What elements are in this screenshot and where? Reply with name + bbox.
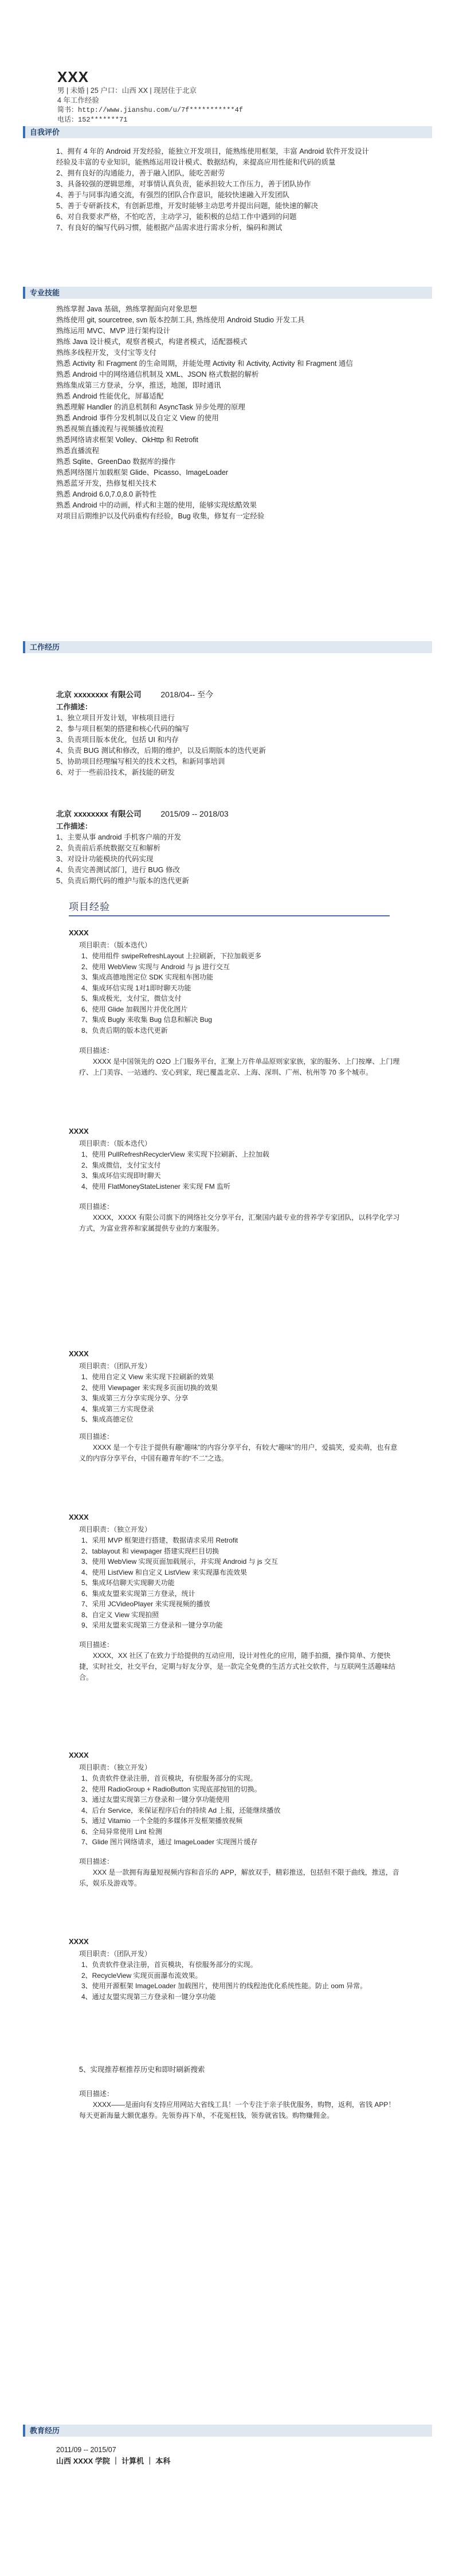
project-duty: 9、采用友盟来实现第三方登录和一键分享功能 bbox=[81, 1621, 223, 1629]
work-bar bbox=[23, 641, 432, 653]
project-duty: 8、自定义 View 实现拍照 bbox=[81, 1610, 159, 1619]
skill-line: 熟悉直播流程 bbox=[56, 447, 100, 455]
skill-line: 熟悉网络图片加载框架 Glide、Picasso、ImageLoader bbox=[56, 469, 229, 477]
blog-link[interactable]: 简书：http://www.jianshu.com/u/7f***********4f bbox=[57, 106, 244, 114]
edu-school: 山西 XXXX 学院 ｜ 计算机 ｜ 本科 bbox=[56, 2457, 171, 2465]
skill-line: 熟练掌握 Java 基础，熟练掌握面向对象思想 bbox=[56, 305, 197, 313]
self-eval-heading: 自我评价 bbox=[30, 128, 60, 136]
skill-line: 熟悉 Activity 和 Fragment 的生命周期，并能处理 Activity 和 Activity, Activity 和 Fragment 通信 bbox=[56, 360, 353, 368]
work-company bbox=[56, 807, 406, 821]
edu-bar bbox=[23, 2425, 432, 2437]
skills-bar bbox=[23, 287, 432, 299]
work-desc-label: 工作描述： bbox=[56, 703, 92, 711]
skill-line: 熟练使用 git, sourcetree, svn 版本控制工具, 熟练使用 Android Studio 开发工具 bbox=[56, 316, 305, 324]
project-desc: XXXX 是一个专注于提供有趣“趣味”的内容分享平台，有较大“趣味”的用户，爱搞笑，爱卖萌，也有意义的内容分享平台，中国有趣青年的“不二”之选。 bbox=[79, 1443, 398, 1462]
project-desc-label: 项目描述： bbox=[79, 1047, 114, 1055]
project-duty: 2、RecycleView 实现页面瀑布流效果。 bbox=[81, 1971, 202, 1980]
projects-heading: 项目经验 bbox=[69, 901, 110, 912]
edu-heading: 教育经历 bbox=[30, 2426, 60, 2435]
project-entry bbox=[69, 1348, 401, 1464]
work-duty: 3、对设计功能模块的代码实现 bbox=[56, 855, 154, 863]
project-duty: 1、使用 PullRefreshRecyclerView 来实现下拉刷新、上拉加载 bbox=[81, 1150, 269, 1158]
project-desc: XXXX 是中国领先的 O2O 上门服务平台，汇聚上万件单品原则家家族，家的服务、上门按摩、上门理疗、上门美容、一站通约、安心到家，现已覆盖北京、上海、深圳、广州、杭州等 70 多个城市。 bbox=[79, 1057, 400, 1076]
candidate-name: XXX bbox=[57, 68, 89, 85]
project-duty: 4、使用 FlatMoneyStateListener 来实现 FM 监听 bbox=[81, 1182, 231, 1191]
project-desc-label: 项目描述： bbox=[79, 1857, 114, 1865]
skills-section bbox=[56, 304, 406, 522]
project-name: XXXX bbox=[69, 1513, 89, 1521]
skill-line: 熟悉蓝牙开发，热修复相关技术 bbox=[56, 479, 157, 487]
project-duty: 2、使用 WebView 实现与 Android 与 js 进行交互 bbox=[81, 962, 230, 971]
work-period: 2018/04-- 至今 bbox=[160, 690, 214, 699]
self-eval-line: 2、拥有良好的沟通能力，善于融入团队，能吃苦耐劳 bbox=[56, 169, 225, 177]
project-duty: 3、集成高德地图定位 SDK 实现租车图功能 bbox=[81, 973, 214, 981]
project-duty: 1、负责软件登录注册，首页模块，有偿服务部分的实现。 bbox=[81, 1774, 257, 1782]
experience-years: 4 年工作经验 bbox=[57, 96, 99, 104]
project-entry bbox=[69, 1935, 401, 2002]
extra-title: 5、实现推荐框推荐历史和即时刷新搜索 bbox=[79, 2066, 205, 2074]
work-duty: 1、独立项目开发计划，审核项目进行 bbox=[56, 714, 175, 722]
project-duty: 3、集成第三方分享实现分享、分享 bbox=[81, 1394, 189, 1402]
self-eval-line: 5、善于专研新技术，有创新思维，开发时能够主动思考并提出问题，能快速的解决 bbox=[56, 202, 318, 210]
work-duty: 4、负责 BUG 测试和修改，后期的维护，以及后期版本的迭代更新 bbox=[56, 747, 266, 755]
self-eval-section bbox=[56, 146, 406, 233]
self-eval-line: 1、拥有 4 年的 Android 开发经验，能独立开发项目，能熟练使用框架，丰富 Android 软件开发设计 bbox=[56, 147, 369, 155]
work-company bbox=[56, 688, 406, 701]
project-duty: 3、通过友盟实现第三方登录和一键分享功能使用 bbox=[81, 1796, 230, 1804]
projects-divider bbox=[69, 915, 390, 916]
skill-line: 熟悉 Android 中的网络通信机制及 XML、JSON 格式数据的解析 bbox=[56, 370, 259, 378]
skill-line: 熟练运用 MVC、MVP 进行架构设计 bbox=[56, 327, 171, 335]
company-name: 北京 xxxxxxxx 有限公司 bbox=[56, 690, 142, 699]
project-duty: 4、集成第三方实现登录 bbox=[81, 1404, 154, 1413]
skill-line: 熟悉 Android 性能优化，屏幕适配 bbox=[56, 392, 164, 400]
project-role: 项目职责：（版本迭代） bbox=[79, 941, 152, 949]
project-desc-label: 项目描述： bbox=[79, 1432, 114, 1441]
project-duty: 6、集成友盟来实现第三方登录，统计 bbox=[81, 1589, 195, 1598]
work-entry bbox=[56, 807, 406, 887]
project-extra bbox=[69, 2064, 401, 2121]
project-role: 项目职责：（团队开发） bbox=[79, 1950, 152, 1958]
project-duty: 7、Glide 图片网络请求，通过 ImageLoader 实现图片缓存 bbox=[81, 1838, 258, 1846]
self-eval-line: 6、对自我要求严格，不怕吃苦，主动学习，能积极的总结工作中遇到的问题 bbox=[56, 213, 297, 221]
skills-heading: 专业技能 bbox=[30, 288, 60, 297]
project-duty: 3、使用开源框架 ImageLoader 加载图片，使用图片的线程池优化系统性能。防止 oom 异常。 bbox=[81, 1982, 367, 1990]
basic-info: 男 | 未婚 | 25 户口：山西 XX | 现居住于北京 bbox=[57, 87, 197, 95]
project-duty: 4、后台 Service，来保证程序后台的持续 Ad 上报，还能继续播放 bbox=[81, 1806, 281, 1814]
project-duty: 4、集成环信实现 1对1即时聊天功能 bbox=[81, 983, 191, 992]
project-duty: 1、负责软件登录注册，首页模块，有偿服务部分的实现。 bbox=[81, 1961, 257, 1969]
skill-line: 熟练 Java 设计模式，观察者模式，构建者模式，适配器模式 bbox=[56, 338, 248, 346]
project-entry bbox=[69, 927, 401, 1078]
skill-line: 熟悉网络请求框架 Volley、OkHttp 和 Retrofit bbox=[56, 436, 198, 444]
work-duty: 5、负责后期代码的维护与版本的迭代更新 bbox=[56, 877, 189, 885]
project-duty: 8、负责后期的版本迭代更新 bbox=[81, 1026, 168, 1035]
project-duty: 5、集成环信聊天实现聊天功能 bbox=[81, 1579, 175, 1587]
self-eval-line: 经验及丰富的专业知识，能熟练运用设计模式、数据结构，来提高应用性能和代码的质量 bbox=[56, 158, 336, 166]
project-desc-label: 项目描述： bbox=[79, 1640, 114, 1649]
project-duty: 6、全局异常使用 Lint 检测 bbox=[81, 1827, 162, 1836]
project-entry bbox=[69, 1511, 401, 1683]
project-desc-label: 项目描述： bbox=[79, 1203, 114, 1211]
project-name: XXXX bbox=[69, 928, 89, 937]
skill-line: 熟悉 Android 6.0,7.0,8.0 新特性 bbox=[56, 490, 157, 498]
self-eval-line: 3、具备较强的逻辑思维，对事情认真负责，能承担较大工作压力，善于团队协作 bbox=[56, 180, 311, 188]
project-duty: 7、采用 JCVideoPlayer 来实现视频的播放 bbox=[81, 1600, 210, 1608]
project-role: 项目职责：（独立开发） bbox=[79, 1525, 152, 1533]
edu-section bbox=[56, 2444, 343, 2467]
project-duty: 4、使用 ListView 和自定义 ListView 来实现瀑布流效果 bbox=[81, 1568, 247, 1576]
project-duty: 4、通过友盟实现第三方登录和一键分享功能 bbox=[81, 1992, 216, 2001]
skill-line: 熟练多线程开发，支付宝等支付 bbox=[56, 349, 157, 357]
work-period: 2015/09 -- 2018/03 bbox=[160, 809, 229, 818]
company-name: 北京 xxxxxxxx 有限公司 bbox=[56, 810, 142, 818]
skill-line: 熟悉理解 Handler 的消息机制和 AsyncTask 异步处理的原理 bbox=[56, 403, 245, 411]
project-duty: 2、使用 Viewpager 来实现多页面切换的效果 bbox=[81, 1383, 218, 1392]
project-duty: 2、使用 RadioGroup + RadioButton 实现底部按钮的切换。 bbox=[81, 1785, 261, 1793]
self-eval-line: 4、善于与同事沟通交流，有强烈的团队合作意识，能较快速融入开发团队 bbox=[56, 191, 289, 199]
skill-line: 熟悉视频直播流程与视频播放流程 bbox=[56, 425, 164, 433]
extra-desc-label: 项目描述： bbox=[79, 2090, 114, 2098]
work-duty: 6、对于一些前沿技术，新技能的研发 bbox=[56, 768, 175, 776]
resume-header bbox=[57, 68, 401, 135]
project-name: XXXX bbox=[69, 1751, 89, 1759]
project-role: 项目职责：（版本迭代） bbox=[79, 1139, 152, 1148]
project-desc: XXXX，XXXX 有限公司旗下的网络社交分享平台，汇聚国内最专业的营养学专家团队，以科学化学习方式，为富业营养和家属提供专业的方案服务。 bbox=[79, 1213, 400, 1232]
skill-line: 熟悉 Sqlite、GreenDao 数据库的操作 bbox=[56, 458, 176, 466]
self-eval-line: 7、有良好的编写代码习惯，能根据产品需求进行需求分析，编码和测试 bbox=[56, 224, 283, 232]
work-duty: 3、负责项目版本优化，包括 UI 和内存 bbox=[56, 736, 179, 744]
project-duty: 5、通过 Vitamio 一个全能的多媒体开发框架播放视频 bbox=[81, 1817, 243, 1825]
work-duty: 2、参与项目框架的搭建和核心代码的编写 bbox=[56, 725, 189, 733]
project-role: 项目职责：（团队开发） bbox=[79, 1362, 152, 1370]
phone-number: 电话：152*******71 bbox=[57, 116, 128, 124]
work-duty: 5、协助项目经理编写相关的技术文档，和新同事培训 bbox=[56, 758, 225, 766]
work-duty: 4、负责完善测试部门，进行 BUG 修改 bbox=[56, 866, 180, 874]
skill-line: 熟悉 Android 事件分发机制以及自定义 View 的使用 bbox=[56, 414, 219, 422]
project-name: XXXX bbox=[69, 1349, 89, 1358]
edu-date: 2011/09 -- 2015/07 bbox=[56, 2446, 116, 2454]
project-duty: 5、集成高德定位 bbox=[81, 1415, 134, 1423]
project-duty: 3、集成环信实现即时聊天 bbox=[81, 1172, 161, 1180]
project-duty: 1、采用 MVP 框架进行搭建，数据请求采用 Retrofit bbox=[81, 1536, 238, 1544]
project-duty: 2、tablayout 和 viewpager 搭建实现栏目切换 bbox=[81, 1547, 219, 1555]
work-heading: 工作经历 bbox=[30, 643, 60, 651]
skill-line: 熟悉 Android 中的动画，样式和主题的使用，能够实现炫酷效果 bbox=[56, 501, 257, 509]
skill-line: 对项目后期维护以及代码重构有经验，Bug 收集，修复有一定经验 bbox=[56, 512, 265, 520]
work-duty: 2、负责前后系统数据交互和解析 bbox=[56, 844, 160, 852]
project-duty: 7、集成 Bugly 来收集 Bug 信息和解决 Bug bbox=[81, 1016, 213, 1024]
project-duty: 2、集成微信，支付宝支付 bbox=[81, 1161, 161, 1169]
extra-desc: XXXX——是面向有支持应用网站大省线工具！一个专注于亲子肤优服务，购物，返利，省钱 APP！每天更新海量大额优惠券。先领券再下单，不花冤枉钱，领券就省钱。购物赚佣金。 bbox=[79, 2101, 395, 2120]
project-duty: 1、使用自定义 View 来实现下拉刷新的效果 bbox=[81, 1373, 214, 1381]
project-duty: 5、集成极光，支付宝，微信支付 bbox=[81, 994, 182, 1002]
project-desc: XXX 是一款拥有海量短视频内容和音乐的 APP，解放双手，精彩推送，包括但不限于曲线，推送，音乐，娱乐及游戏等。 bbox=[79, 1868, 399, 1887]
work-duty: 1、主要从事 android 手机客户端的开发 bbox=[56, 833, 182, 841]
project-role: 项目职责：（独立开发） bbox=[79, 1763, 152, 1771]
work-entry bbox=[56, 688, 406, 778]
self-eval-bar bbox=[23, 126, 432, 138]
project-duty: 1、使用组件 swipeRefreshLayout 上拉刷新，下拉加载更多 bbox=[81, 952, 262, 960]
projects-title bbox=[69, 900, 298, 914]
project-entry bbox=[69, 1125, 401, 1234]
project-entry bbox=[69, 1749, 401, 1889]
work-desc-label: 工作描述： bbox=[56, 822, 92, 830]
project-desc: XXXX，XX 社区了在致力于给提供的互动应用，设计对性化的应用，随手拍摄，操作简单、方便快捷，实时社交，社交平台，定期与好友分享，是一款完全免费的生活方式社交软件，与互联网生活趣味结合。 bbox=[79, 1651, 396, 1681]
project-name: XXXX bbox=[69, 1127, 89, 1135]
project-duty: 3、使用 WebView 实现页面加载展示，并实现 Android 与 js 交互 bbox=[81, 1558, 278, 1566]
project-name: XXXX bbox=[69, 1937, 89, 1946]
skill-line: 熟练集成第三方登录，分享，推送，地图，即时通讯 bbox=[56, 381, 221, 389]
project-duty: 6、使用 Glide 加载图片并优化图片 bbox=[81, 1005, 188, 1013]
